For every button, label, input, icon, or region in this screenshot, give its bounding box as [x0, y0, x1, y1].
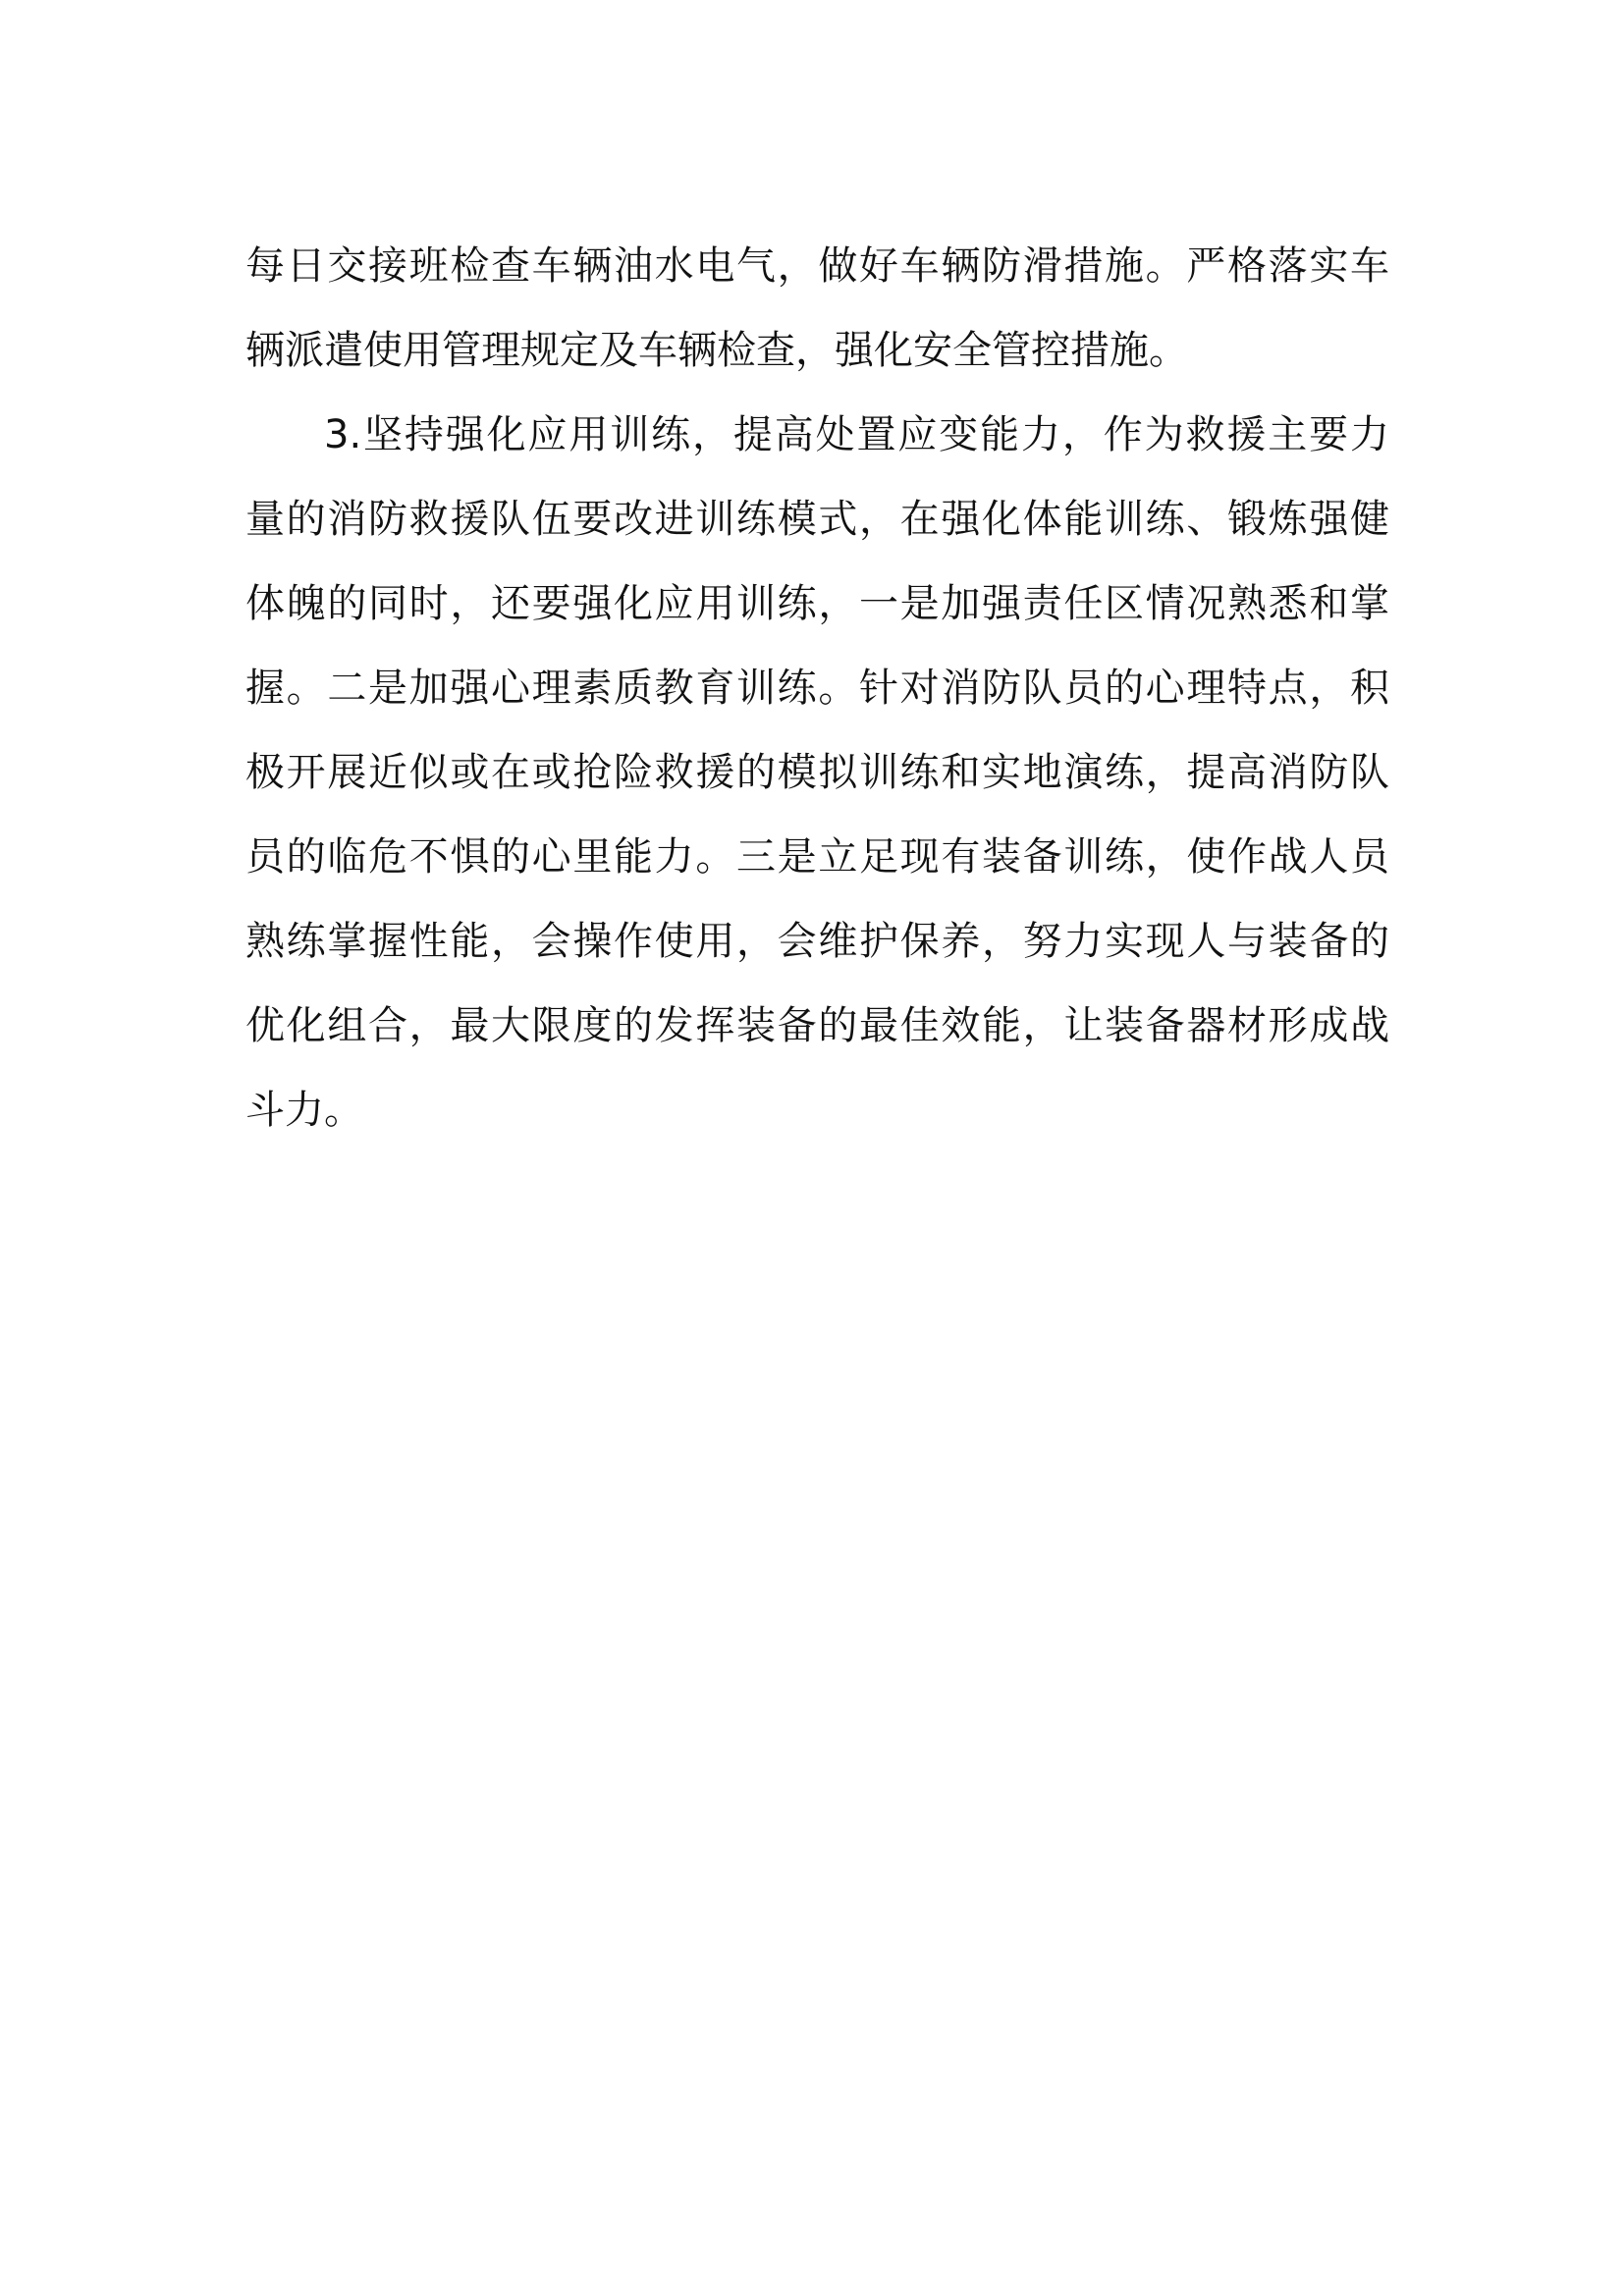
- text-line: 体魄的同时，还要强化应用训练，一是加强责任区情况熟悉和掌: [245, 581, 1389, 626]
- text-line: 量的消防救援队伍要改进训练模式，在强化体能训练、锻炼强健: [245, 497, 1389, 542]
- text-line: 优化组合，最大限度的发挥装备的最佳效能，让装备器材形成战: [245, 1003, 1389, 1048]
- text-line: 辆派遣使用管理规定及车辆检查，强化安全管控措施。: [245, 328, 1188, 373]
- text-line: 每日交接班检查车辆油水电气，做好车辆防滑措施。严格落实车: [245, 243, 1389, 289]
- text-line: 员的临危不惧的心里能力。三是立足现有装备训练，使作战人员: [245, 834, 1389, 880]
- text-line: 握。二是加强心理素质教育训练。针对消防队员的心理特点，积: [245, 666, 1389, 711]
- document-body: [245, 224, 1389, 1152]
- paragraph-training: [245, 393, 1389, 1152]
- text-line: 斗力。: [245, 1088, 363, 1133]
- text-line: 极开展近似或在或抢险救援的模拟训练和实地演练，提高消防队: [245, 750, 1389, 795]
- text-line: 3.坚持强化应用训练，提高处置应变能力，作为救援主要力: [324, 412, 1389, 457]
- text-line: 熟练掌握性能，会操作使用，会维护保养，努力实现人与装备的: [245, 919, 1389, 964]
- paragraph-vehicle-safety: [245, 224, 1389, 393]
